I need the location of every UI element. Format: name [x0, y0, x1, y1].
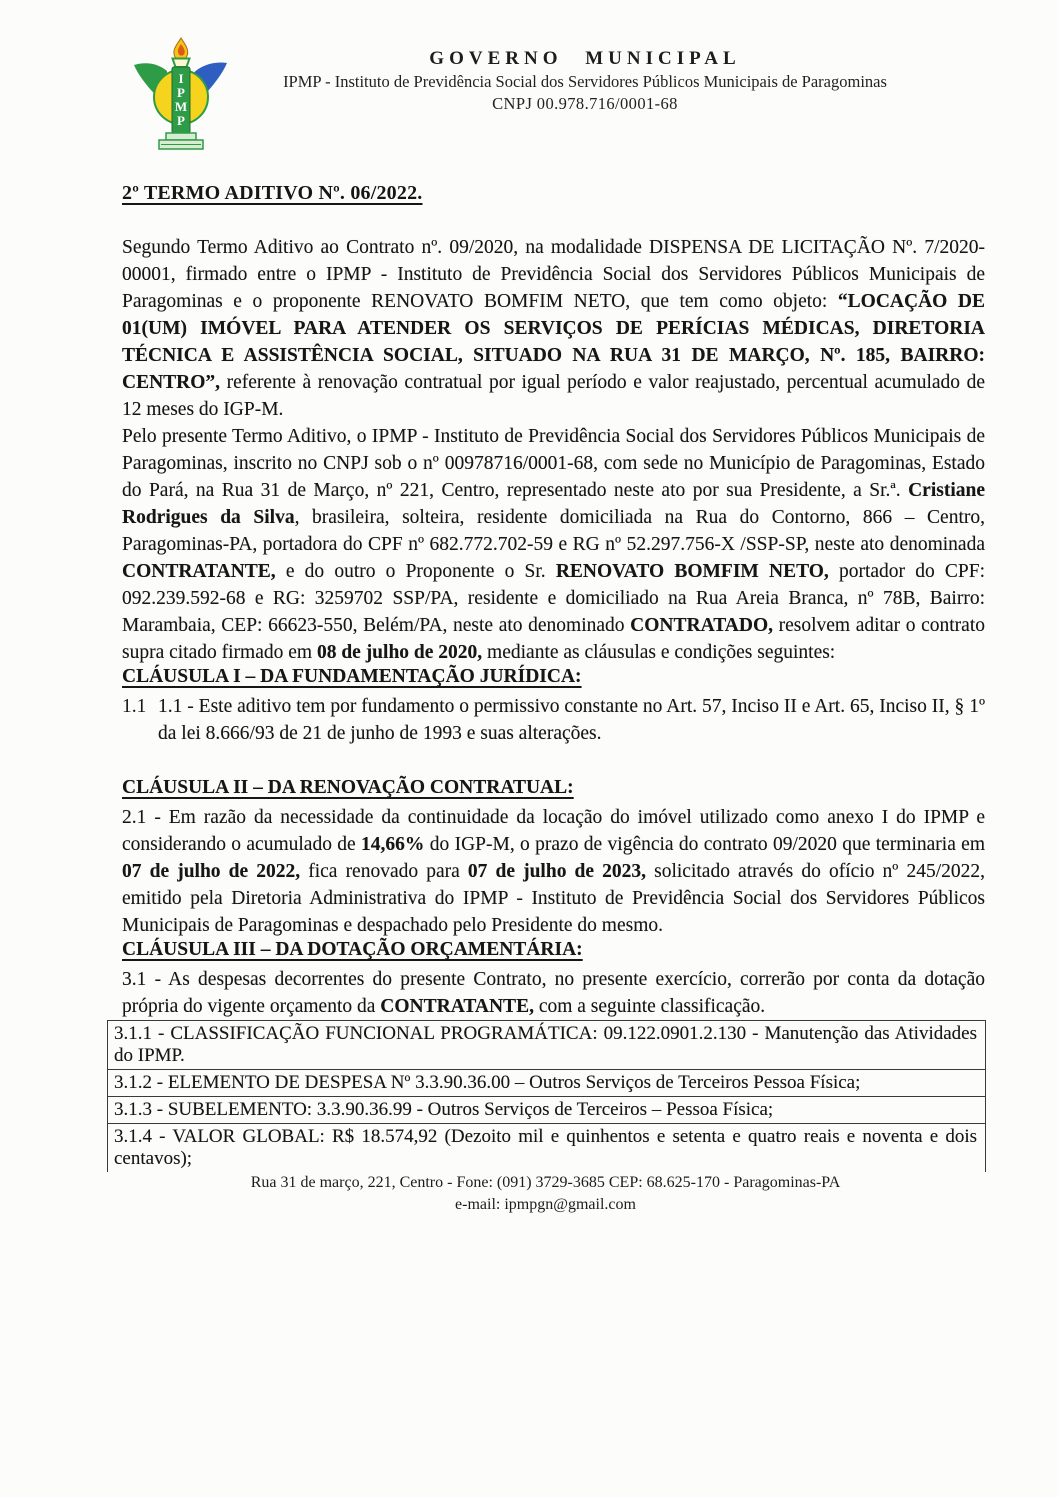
clause-3-body: 3.1 - As despesas decorrentes do presente Contrato, no presente exercício, correrão por conta da dotação própria do vigente orçamento da CONTRATANTE, com a seguinte classificação.: [122, 969, 985, 1017]
clause-3-heading: CLÁUSULA III – DA DOTAÇÃO ORÇAMENTÁRIA:: [122, 939, 583, 960]
budget-table: [107, 1020, 986, 1172]
footer-address: Rua 31 de março, 221, Centro - Fone: (091) 3729-3685 CEP: 68.625-170 - Paragominas-PA: [250, 1174, 841, 1191]
pedestal-top: [166, 133, 196, 140]
clause-1-item: [122, 693, 985, 747]
column-letter-i: I: [178, 71, 184, 86]
document-body: [114, 182, 986, 1216]
header-text-block: [240, 48, 930, 114]
column-letter-p1: P: [177, 85, 185, 100]
intro-paragraph: Segundo Termo Aditivo ao Contrato nº. 09/2020, na modalidade DISPENSA DE LICITAÇÃO Nº. 7/2020-00001, firmado entre o IPMP - Instituto de Previdência Social dos Servidores Públicos Municipais de Paragominas e o proponente RENOVATO BOMFIM NETO, que tem como objeto: “LOCAÇÃO DE 01(UM) IMÓVEL PARA ATENDER OS SERVIÇOS DE PERÍCIAS MÉDICAS, DIRETORIA TÉCNICA E ASSISTÊNCIA SOCIAL, SITUADO NA RUA 31 DE MARÇO, Nº. 185, BAIRRO: CENTRO”, referente à renovação contratual por igual período e valor reajustado, percentual acumulado de 12 meses do IGP-M.: [122, 237, 985, 420]
institute-name: IPMP - Instituto de Previdência Social dos Servidores Públicos Municipais de Paragominas: [283, 72, 887, 91]
document-title: 2º TERMO ADITIVO Nº. 06/2022.: [122, 182, 423, 204]
column-letter-m: M: [174, 99, 188, 114]
parties-paragraph: Pelo presente Termo Aditivo, o IPMP - Instituto de Previdência Social dos Servidores Públicos Municipais de Paragominas, inscrito no CNPJ sob o nº 00978716/0001-68, com sede no Município de Paragominas, Estado do Pará, na Rua 31 de Março, nº 221, Centro, representado neste ato por sua Presidente, a Sr.ª. Cristiane Rodrigues da Silva, brasileira, solteira, residente domiciliada na Rua do Contorno, 866 – Centro, Paragominas-PA, portadora do CPF nº 682.772.702-59 e RG nº 52.297.756-X /SSP-SP, neste ato denominada CONTRATANTE, e do outro o Proponente o Sr. RENOVATO BOMFIM NETO, portador do CPF: 092.239.592-68 e RG: 3259702 SSP/PA, residente e domiciliado na Rua Areia Branca, nº 78B, Bairro: Marambaia, CEP: 66623-550, Belém/PA, neste ato denominado CONTRATADO, resolvem aditar o contrato supra citado firmado em 08 de julho de 2020, mediante as cláusulas e condições seguintes:: [122, 426, 985, 663]
budget-row-global-value: 3.1.4 - VALOR GLOBAL: R$ 18.574,92 (Dezoito mil e quinhentos e setenta e quatro reais e noventa e dois centavos);: [114, 1126, 977, 1169]
ipmp-emblem-logo: [121, 36, 241, 156]
column-letter-p2: P: [177, 113, 185, 128]
cnpj-number: CNPJ 00.978.716/0001-68: [492, 94, 678, 113]
clause-1-item-number: 1.1: [122, 696, 147, 717]
footer-email: e-mail: ipmpgn@gmail.com: [455, 1196, 636, 1213]
budget-row-subelement: 3.1.3 - SUBELEMENTO: 3.3.90.36.99 - Outros Serviços de Terceiros – Pessoa Física;: [108, 1097, 985, 1124]
government-title: GOVERNO MUNICIPAL: [429, 48, 741, 69]
clause-1-heading: CLÁUSULA I – DA FUNDAMENTAÇÃO JURÍDICA:: [122, 666, 582, 687]
page-footer: [107, 1172, 984, 1216]
budget-row-expense-element: 3.1.2 - ELEMENTO DE DESPESA Nº 3.3.90.36.00 – Outros Serviços de Terceiros Pessoa Física;: [108, 1070, 985, 1097]
clause-2-heading: CLÁUSULA II – DA RENOVAÇÃO CONTRATUAL:: [122, 777, 574, 798]
torch-cup: [173, 59, 190, 68]
clause-2-body: 2.1 - Em razão da necessidade da continuidade da locação do imóvel utilizado como anexo I do IPMP e considerando o acumulado de 14,66% do IGP-M, o prazo de vigência do contrato 09/2020 que terminaria em 07 de julho de 2022, fica renovado para 07 de julho de 2023, solicitado através do ofício nº 245/2022, emitido pela Diretoria Administrativa do IPMP - Instituto de Previdência Social dos Servidores Públicos Municipais de Paragominas e despachado pelo Presidente do mesmo.: [122, 807, 986, 936]
budget-row-functional-classification: 3.1.1 - CLASSIFICAÇÃO FUNCIONAL PROGRAMÁTICA: 09.122.0901.2.130 - Manutenção das Atividades do IPMP.: [108, 1021, 985, 1070]
clause-1-item-text: 1.1 - Este aditivo tem por fundamento o permissivo constante no Art. 57, Inciso II e Art. 65, Inciso II, § 1º da lei 8.666/93 de 21 de junho de 1993 e suas alterações.: [158, 696, 985, 744]
